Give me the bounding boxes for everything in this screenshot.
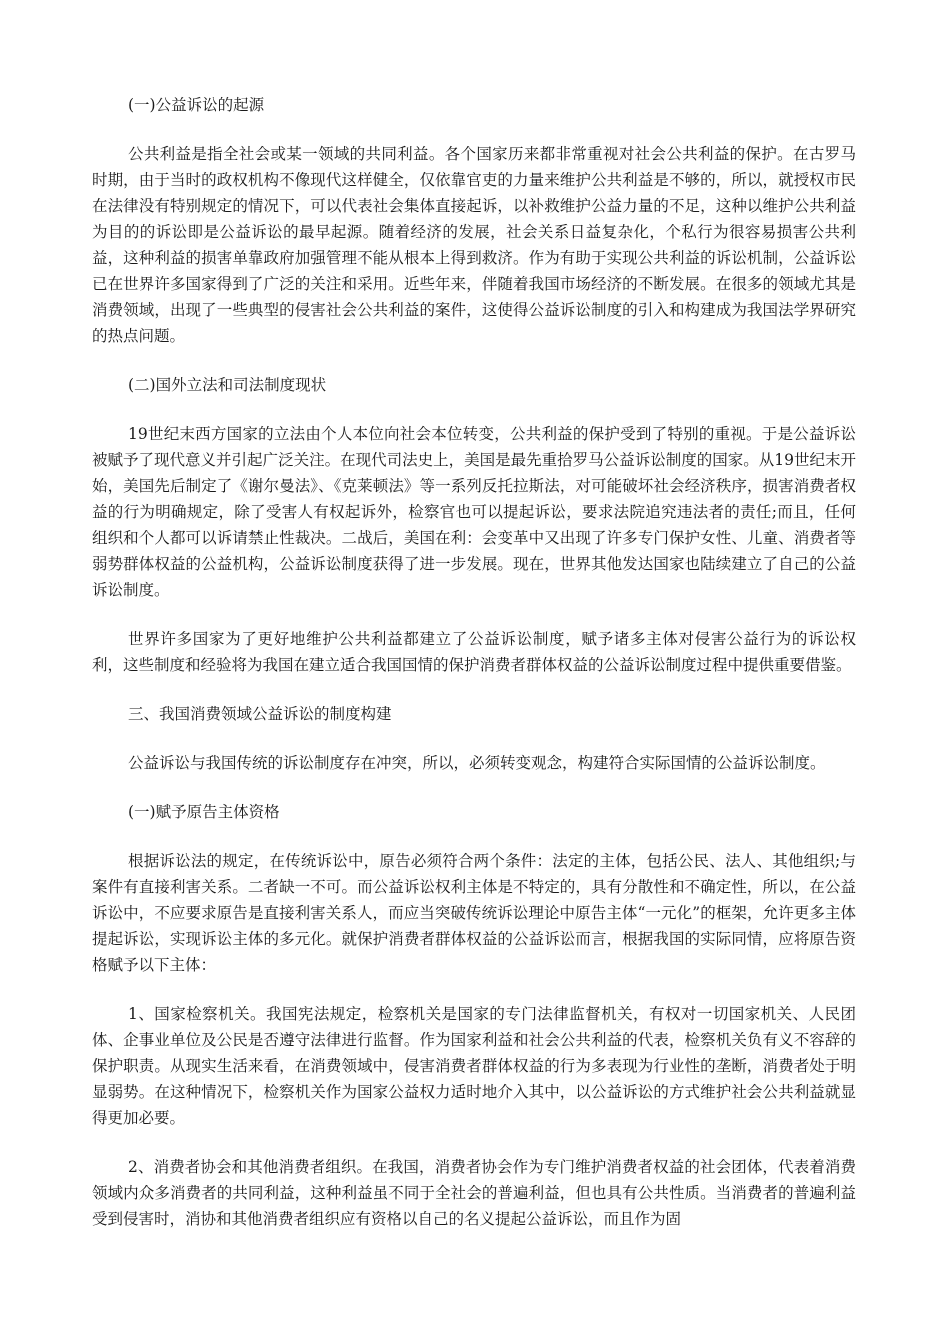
paragraph-conflict: 公益诉讼与我国传统的诉讼制度存在冲突，所以，必须转变观念，构建符合实际国情的公益诉讼制度。 bbox=[128, 754, 826, 772]
paragraph-plaintiff-conditions: 根据诉讼法的规定，在传统诉讼中，原告必须符合两个条件：法定的主体，包括公民、法人、其他组织;与案件有直接利害关系。二者缺一不可。而公益诉讼权利主体是不特定的，具有分散性和不确定性，所以，在公益诉讼中，不应要求原告是直接利害关系人，而应当突破传统诉讼理论中原告主体“一元化”的框架，允许更多主体提起诉讼，实现诉讼主体的多元化。就保护消费者群体权益的公益诉讼而言，根据我国的实际同情，应将原告资格赋予以下主体： bbox=[92, 852, 856, 974]
document-page bbox=[92, 92, 856, 1255]
section-heading-foreign-systems: (二)国外立法和司法制度现状 bbox=[128, 376, 327, 394]
paragraph-foreign-reference: 世界许多国家为了更好地维护公共利益都建立了公益诉讼制度，赋予诸多主体对侵害公益行为的诉讼权利，这些制度和经验将为我国在建立适合我国国情的保护消费者群体权益的公益诉讼制度过程中提供重要借鉴。 bbox=[92, 630, 856, 674]
paragraph-procuratorate: 1、国家检察机关。我国宪法规定，检察机关是国家的专门法律监督机关，有权对一切国家机关、人民团体、企事业单位及公民是否遵守法律进行监督。作为国家利益和社会公共利益的代表，检察机关负有义不容辞的保护职责。从现实生活来看，在消费领域中，侵害消费者群体权益的行为多表现为行业性的垄断，消费者处于明显弱势。在这种情况下，检察机关作为国家公益权力适时地介入其中，以公益诉讼的方式维护社会公共利益就显得更加必要。 bbox=[92, 1005, 856, 1127]
paragraph-consumer-association: 2、消费者协会和其他消费者组织。在我国，消费者协会作为专门维护消费者权益的社会团体，代表着消费领域内众多消费者的共同利益，这种利益虽不同于全社会的普遍利益，但也具有公共性质。当消费者的普遍利益受到侵害时，消协和其他消费者组织应有资格以自己的名义提起公益诉讼，而且作为固 bbox=[92, 1158, 856, 1228]
section-heading-system-construction: 三、我国消费领域公益诉讼的制度构建 bbox=[128, 705, 392, 723]
section-heading-plaintiff-status: (一)赋予原告主体资格 bbox=[128, 803, 280, 821]
paragraph-foreign-history: 19世纪末西方国家的立法由个人本位向社会本位转变，公共利益的保护受到了特别的重视。于是公益诉讼被赋予了现代意义并引起广泛关注。在现代司法史上，美国是最先重拾罗马公益诉讼制度的国家。从19世纪末开始，美国先后制定了《谢尔曼法》、《克莱顿法》等一系列反托拉斯法，对可能破坏社会经济秩序，损害消费者权益的行为明确规定，除了受害人有权起诉外，检察官也可以提起诉讼，要求法院追究违法者的责任;而且，任何组织和个人都可以诉请禁止性裁决。二战后，美国在利：会变革中又出现了许多专门保护女性、儿童、消费者等弱势群体权益的公益机构，公益诉讼制度获得了进一步发展。现在，世界其他发达国家也陆续建立了自己的公益诉讼制度。 bbox=[92, 425, 856, 599]
paragraph-origin: 公共利益是指全社会或某一领域的共同利益。各个国家历来都非常重视对社会公共利益的保护。在古罗马时期，由于当时的政权机构不像现代这样健全，仅依靠官吏的力量来维护公共利益是不够的，所以，就授权市民在法律没有特别规定的情况下，可以代表社会集体直接起诉，以补救维护公益力量的不足，这种以维护公共利益为目的的诉讼即是公益诉讼的最早起源。随着经济的发展，社会关系日益复杂化，个私行为很容易损害公共利益，这种利益的损害单靠政府加强管理不能从根本上得到救济。作为有助于实现公共利益的诉讼机制，公益诉讼已在世界许多国家得到了广泛的关注和采用。近些年来，伴随着我国市场经济的不断发展。在很多的领域尤其是消费领域，出现了一些典型的侵害社会公共利益的案件，这使得公益诉讼制度的引入和构建成为我国法学界研究的热点问题。 bbox=[92, 145, 856, 345]
section-heading-origin: (一)公益诉讼的起源 bbox=[128, 96, 265, 114]
